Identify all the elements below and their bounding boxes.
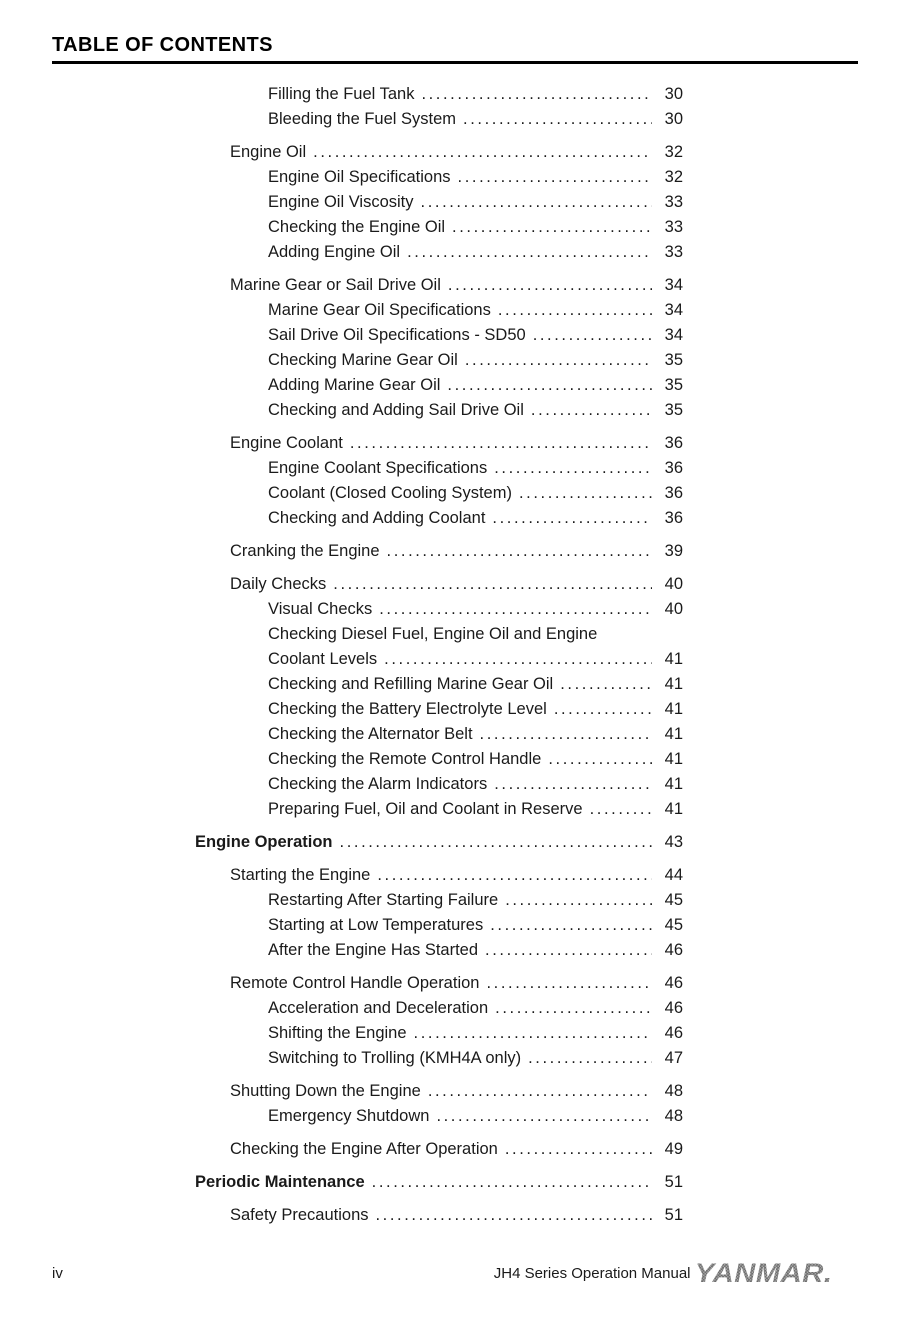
toc-leader-dots	[494, 456, 652, 481]
toc-entry	[52, 107, 683, 132]
toc-entry-page: 41	[664, 800, 683, 818]
toc-group	[52, 82, 683, 132]
toc-entry-label: Checking Marine Gear Oil	[268, 351, 458, 369]
toc-entry-label: Checking and Adding Sail Drive Oil	[268, 401, 524, 419]
toc-group	[52, 539, 683, 564]
toc-entry-page: 51	[664, 1206, 683, 1224]
toc-leader-dots	[505, 888, 652, 913]
toc-leader-dots	[533, 323, 652, 348]
toc-leader-dots	[465, 348, 652, 373]
toc-entry	[52, 597, 683, 622]
toc-entry-label: Checking the Alarm Indicators	[268, 775, 488, 793]
toc-entry	[52, 190, 683, 215]
toc-entry-page: 41	[664, 675, 683, 693]
toc-entry-label: Restarting After Starting Failure	[268, 891, 499, 909]
toc-group	[52, 273, 683, 423]
toc-leader-dots	[590, 797, 652, 822]
toc-entry-page: 41	[664, 775, 683, 793]
toc-leader-dots	[548, 747, 652, 772]
toc-entry-page: 39	[664, 542, 683, 560]
toc-entry	[52, 1203, 683, 1228]
toc-leader-dots	[376, 1203, 653, 1228]
toc-entry-page: 35	[664, 351, 683, 369]
toc-entry-label: Periodic Maintenance	[195, 1173, 365, 1191]
toc-entry-page: 33	[664, 218, 683, 236]
toc-entry-page: 34	[664, 276, 683, 294]
toc-entry-label: Checking the Engine After Operation	[230, 1140, 498, 1158]
toc-leader-dots	[458, 165, 652, 190]
toc-entry-page: 34	[664, 326, 683, 344]
toc-entry-label: Coolant Levels	[268, 650, 378, 668]
toc-leader-dots	[421, 82, 652, 107]
toc-entry	[52, 165, 683, 190]
toc-entry-label: Starting the Engine	[230, 866, 371, 884]
toc-group	[52, 140, 683, 265]
yanmar-logo: YANMAR.	[694, 1258, 832, 1288]
toc-leader-dots	[486, 971, 652, 996]
toc-leader-dots	[421, 190, 652, 215]
toc-entry-page: 49	[664, 1140, 683, 1158]
toc-entry	[52, 888, 683, 913]
toc-entry-label: Marine Gear Oil Specifications	[268, 301, 491, 319]
toc-entry	[52, 1079, 683, 1104]
toc-entry-page: 46	[664, 974, 683, 992]
toc-entry	[52, 506, 683, 531]
toc-leader-dots	[333, 572, 652, 597]
toc-entry-label: Engine Operation	[195, 833, 333, 851]
header-rule	[52, 61, 858, 64]
toc-entry	[52, 82, 683, 107]
toc-entry-label: Remote Control Handle Operation	[230, 974, 480, 992]
toc-entry	[52, 863, 683, 888]
toc-entry-label: Daily Checks	[230, 575, 327, 593]
toc-entry-label: Switching to Trolling (KMH4A only)	[268, 1049, 522, 1067]
toc-leader-dots	[313, 140, 652, 165]
toc-entry-page: 41	[664, 725, 683, 743]
toc-entry-label: Preparing Fuel, Oil and Coolant in Reserve	[268, 800, 583, 818]
toc-entry-label: Checking the Battery Electrolyte Level	[268, 700, 547, 718]
toc-leader-dots	[377, 863, 652, 888]
toc-entry	[52, 971, 683, 996]
toc-leader-dots	[519, 481, 652, 506]
toc-leader-dots	[340, 830, 652, 855]
toc-entry-label: Shifting the Engine	[268, 1024, 407, 1042]
page-header	[52, 34, 858, 64]
toc-group	[52, 431, 683, 531]
toc-entry-label: Engine Oil Specifications	[268, 168, 451, 186]
toc-entry-label: Safety Precautions	[230, 1206, 369, 1224]
toc-entry-page: 43	[664, 833, 683, 851]
toc-entry-label: Shutting Down the Engine	[230, 1082, 421, 1100]
toc-entry-label: Engine Coolant Specifications	[268, 459, 488, 477]
toc-entry-label: Checking the Engine Oil	[268, 218, 446, 236]
toc-entry	[52, 622, 683, 647]
toc-entry-page: 48	[664, 1082, 683, 1100]
toc-leader-dots	[480, 722, 652, 747]
toc-entry-page: 36	[664, 509, 683, 527]
toc-leader-dots	[463, 107, 652, 132]
toc-entry	[52, 398, 683, 423]
toc-entry-label: Visual Checks	[268, 600, 373, 618]
toc-entry-page: 40	[664, 575, 683, 593]
toc-entry	[52, 373, 683, 398]
toc-entry-page: 47	[664, 1049, 683, 1067]
toc-leader-dots	[447, 373, 652, 398]
toc-entry-page: 35	[664, 376, 683, 394]
toc-leader-dots	[560, 672, 652, 697]
toc-entry	[52, 539, 683, 564]
toc-entry	[52, 215, 683, 240]
toc-leader-dots	[436, 1104, 652, 1129]
toc-entry-label: Checking and Refilling Marine Gear Oil	[268, 675, 554, 693]
toc-entry-label: Checking Diesel Fuel, Engine Oil and Engine	[268, 625, 598, 643]
toc-entry	[52, 481, 683, 506]
toc-entry-label: Engine Coolant	[230, 434, 343, 452]
toc-entry-page: 36	[664, 484, 683, 502]
toc-entry-label: Checking and Adding Coolant	[268, 509, 486, 527]
toc-entry	[52, 1021, 683, 1046]
toc-entry-page: 33	[664, 243, 683, 261]
toc-group	[52, 1170, 683, 1195]
toc-leader-dots	[485, 938, 652, 963]
toc-entry-label: Marine Gear or Sail Drive Oil	[230, 276, 441, 294]
toc-leader-dots	[350, 431, 652, 456]
toc-entry	[52, 1137, 683, 1162]
toc-group	[52, 1079, 683, 1129]
toc-leader-dots	[414, 1021, 652, 1046]
toc-entry-page: 41	[664, 700, 683, 718]
toc-entry	[52, 1104, 683, 1129]
toc-entry	[52, 140, 683, 165]
toc-leader-dots	[407, 240, 652, 265]
toc-entry-page: 30	[664, 85, 683, 103]
toc-group	[52, 863, 683, 963]
toc-entry-page: 48	[664, 1107, 683, 1125]
toc-entry-label: Engine Oil	[230, 143, 307, 161]
page-title: TABLE OF CONTENTS	[52, 34, 273, 56]
toc-entry-label: Bleeding the Fuel System	[268, 110, 457, 128]
toc-entry-label: Acceleration and Deceleration	[268, 999, 489, 1017]
toc-leader-dots	[372, 1170, 652, 1195]
toc-leader-dots	[387, 539, 652, 564]
toc-entry-page: 46	[664, 1024, 683, 1042]
toc-leader-dots	[452, 215, 652, 240]
toc-entry-page: 40	[664, 600, 683, 618]
toc-entry	[52, 996, 683, 1021]
toc-entry	[52, 938, 683, 963]
toc-entry-page: 34	[664, 301, 683, 319]
toc-entry	[52, 298, 683, 323]
table-of-contents	[52, 82, 683, 1236]
toc-entry-page: 41	[664, 750, 683, 768]
toc-entry	[52, 323, 683, 348]
toc-leader-dots	[505, 1137, 652, 1162]
toc-entry-page: 45	[664, 916, 683, 934]
toc-entry-label: Coolant (Closed Cooling System)	[268, 484, 512, 502]
toc-entry-label: Sail Drive Oil Specifications - SD50	[268, 326, 526, 344]
toc-entry-page: 46	[664, 999, 683, 1017]
toc-entry	[52, 1170, 683, 1195]
toc-entry-label: Engine Oil Viscosity	[268, 193, 414, 211]
toc-leader-dots	[528, 1046, 652, 1071]
toc-leader-dots	[495, 996, 652, 1021]
toc-entry-page: 30	[664, 110, 683, 128]
toc-entry-page: 44	[664, 866, 683, 884]
toc-group	[52, 830, 683, 855]
toc-entry-page: 36	[664, 434, 683, 452]
toc-entry	[52, 348, 683, 373]
toc-entry	[52, 672, 683, 697]
toc-entry	[52, 772, 683, 797]
toc-group	[52, 1137, 683, 1162]
footer-doc-title: JH4 Series Operation Manual	[493, 1265, 691, 1282]
toc-group	[52, 971, 683, 1071]
toc-entry-page: 32	[664, 168, 683, 186]
folio-page-number: iv	[52, 1265, 63, 1282]
toc-entry	[52, 913, 683, 938]
toc-entry	[52, 273, 683, 298]
toc-leader-dots	[490, 913, 652, 938]
toc-entry-label: Filling the Fuel Tank	[268, 85, 415, 103]
toc-entry	[52, 722, 683, 747]
toc-entry-page: 51	[664, 1173, 683, 1191]
toc-entry-label: Checking the Remote Control Handle	[268, 750, 542, 768]
toc-entry-page: 45	[664, 891, 683, 909]
toc-leader-dots	[379, 597, 652, 622]
toc-entry-page: 33	[664, 193, 683, 211]
page-footer	[52, 1258, 858, 1289]
toc-leader-dots	[554, 697, 652, 722]
toc-entry-label: After the Engine Has Started	[268, 941, 479, 959]
toc-leader-dots	[448, 273, 652, 298]
toc-entry-label: Cranking the Engine	[230, 542, 380, 560]
toc-entry-label: Emergency Shutdown	[268, 1107, 430, 1125]
toc-entry-page: 46	[664, 941, 683, 959]
toc-leader-dots	[494, 772, 652, 797]
toc-entry	[52, 431, 683, 456]
toc-entry	[52, 456, 683, 481]
toc-entry	[52, 797, 683, 822]
toc-entry-page: 41	[664, 650, 683, 668]
toc-entry	[52, 747, 683, 772]
toc-entry-label: Checking the Alternator Belt	[268, 725, 473, 743]
footer-right	[494, 1258, 832, 1289]
toc-entry-label: Adding Marine Gear Oil	[268, 376, 441, 394]
toc-entry	[52, 240, 683, 265]
toc-leader-dots	[428, 1079, 652, 1104]
toc-leader-dots	[492, 506, 652, 531]
toc-entry	[52, 1046, 683, 1071]
toc-entry	[52, 830, 683, 855]
toc-entry	[52, 572, 683, 597]
toc-entry	[52, 697, 683, 722]
toc-entry-label: Adding Engine Oil	[268, 243, 401, 261]
toc-entry-page: 36	[664, 459, 683, 477]
toc-entry	[52, 647, 683, 672]
toc-leader-dots	[531, 398, 652, 423]
toc-entry-label: Starting at Low Temperatures	[268, 916, 484, 934]
toc-group	[52, 572, 683, 822]
toc-leader-dots	[384, 647, 652, 672]
toc-entry-page: 35	[664, 401, 683, 419]
toc-entry-page: 32	[664, 143, 683, 161]
toc-group	[52, 1203, 683, 1228]
toc-leader-dots	[498, 298, 652, 323]
